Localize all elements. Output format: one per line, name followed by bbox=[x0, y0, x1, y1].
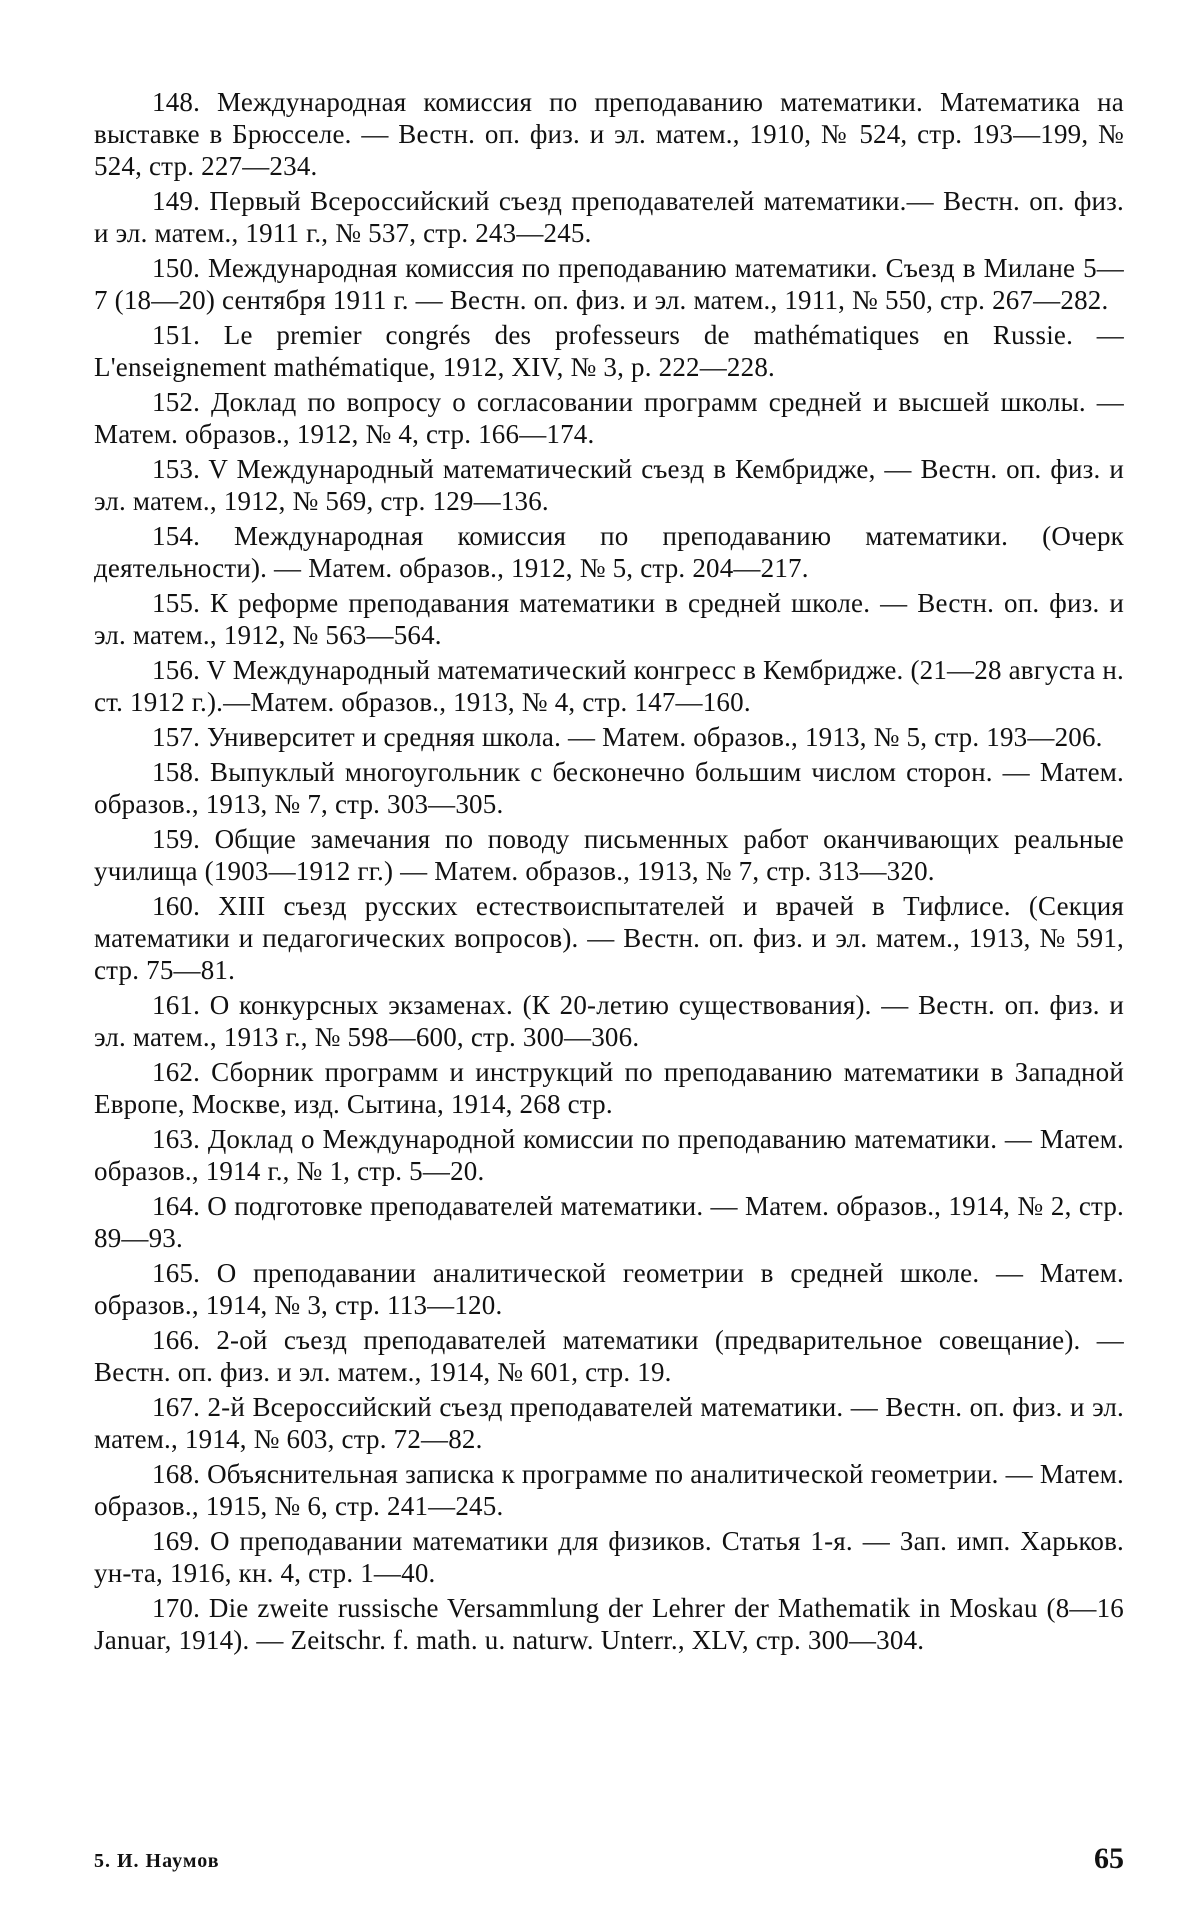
entry-167: 167. 2-й Всероссийский съезд преподавателей математики. — Вестн. оп. физ. и эл. матем., 1914, № 603, стр. 72—82. bbox=[94, 1392, 1124, 1454]
entry-168: 168. Объяснительная записка к программе по аналитической геометрии. — Матем. образов., 1915, № 6, стр. 241—245. bbox=[94, 1459, 1124, 1521]
entry-157: 157. Университет и средняя школа. — Матем. образов., 1913, № 5, стр. 193—206. bbox=[152, 722, 1103, 752]
entry-163: 163. Доклад о Международной комиссии по преподаванию математики. — Матем. образов., 1914 г., № 1, стр. 5—20. bbox=[94, 1124, 1124, 1186]
entry-150: 150. Международная комиссия по преподаванию математики. Съезд в Милане 5—7 (18—20) сентября 1911 г. — Вестн. оп. физ. и эл. матем., 1911, № 550, стр. 267—282. bbox=[94, 253, 1124, 315]
entry-154: 154. Международная комиссия по преподаванию математики. (Очерк деятельности). — Матем. образов., 1912, № 5, стр. 204—217. bbox=[94, 521, 1124, 583]
entry-155: 155. К реформе преподавания математики в средней школе. — Вестн. оп. физ. и эл. матем., 1912, № 563—564. bbox=[94, 588, 1124, 650]
entry-161: 161. О конкурсных экзаменах. (К 20-летию существования). — Вестн. оп. физ. и эл. матем., 1913 г., № 598—600, стр. 300—306. bbox=[94, 990, 1124, 1052]
page-footer bbox=[94, 1842, 1124, 1882]
entry-149: 149. Первый Всероссийский съезд преподавателей математики.— Вестн. оп. физ. и эл. матем., 1911 г., № 537, стр. 243—245. bbox=[94, 186, 1124, 248]
entry-165: 165. О преподавании аналитической геометрии в средней школе. — Матем. образов., 1914, № 3, стр. 113—120. bbox=[94, 1258, 1124, 1320]
bibliography-list bbox=[94, 86, 1124, 1656]
bibliography-page bbox=[94, 86, 1124, 1659]
entry-160: 160. XIII съезд русских естествоиспытателей и врачей в Тифлисе. (Секция математики и педагогических вопросов). — Вестн. оп. физ. и эл. матем., 1913, № 591, стр. 75—81. bbox=[94, 891, 1124, 985]
entry-159: 159. Общие замечания по поводу письменных работ оканчивающих реальные училища (1903—1912 гг.) — Матем. образов., 1913, № 7, стр. 313—320. bbox=[94, 824, 1124, 886]
footer-author-signature: 5. И. Наумов bbox=[94, 1850, 220, 1872]
entry-162: 162. Сборник программ и инструкций по преподаванию математики в Западной Европе, Москве, изд. Сытина, 1914, 268 стр. bbox=[94, 1057, 1124, 1119]
entry-153: 153. V Международный математический съезд в Кембридже, — Вестн. оп. физ. и эл. матем., 1912, № 569, стр. 129—136. bbox=[94, 454, 1124, 516]
entry-164: 164. О подготовке преподавателей математики. — Матем. образов., 1914, № 2, стр. 89—93. bbox=[94, 1191, 1124, 1253]
entry-156: 156. V Международный математический конгресс в Кембридже. (21—28 августа н. ст. 1912 г.).—Матем. образов., 1913, № 4, стр. 147—160. bbox=[94, 655, 1124, 717]
entry-169: 169. О преподавании математики для физиков. Статья 1-я. — Зап. имп. Харьков. ун-та, 1916, кн. 4, стр. 1—40. bbox=[94, 1526, 1124, 1588]
entry-158: 158. Выпуклый многоугольник с бесконечно большим числом сторон. — Матем. образов., 1913, № 7, стр. 303—305. bbox=[94, 757, 1124, 819]
entry-151: 151. Le premier congrés des professeurs de mathématiques en Russie. — L'enseignement mathématique, 1912, XIV, № 3, p. 222—228. bbox=[94, 320, 1124, 382]
entry-166: 166. 2-ой съезд преподавателей математики (предварительное совещание). — Вестн. оп. физ. и эл. матем., 1914, № 601, стр. 19. bbox=[94, 1325, 1124, 1387]
page-number: 65 bbox=[1094, 1842, 1124, 1875]
entry-148: 148. Международная комиссия по преподаванию математики. Математика на выставке в Брюсселе. — Вестн. оп. физ. и эл. матем., 1910, № 524, стр. 193—199, № 524, стр. 227—234. bbox=[94, 87, 1124, 181]
entry-152: 152. Доклад по вопросу о согласовании программ средней и высшей школы. — Матем. образов., 1912, № 4, стр. 166—174. bbox=[94, 387, 1124, 449]
entry-170: 170. Die zweite russische Versammlung der Lehrer der Mathematik in Moskau (8—16 Januar, 1914). — Zeitschr. f. math. u. naturw. Unterr., XLV, стр. 300—304. bbox=[94, 1593, 1124, 1655]
